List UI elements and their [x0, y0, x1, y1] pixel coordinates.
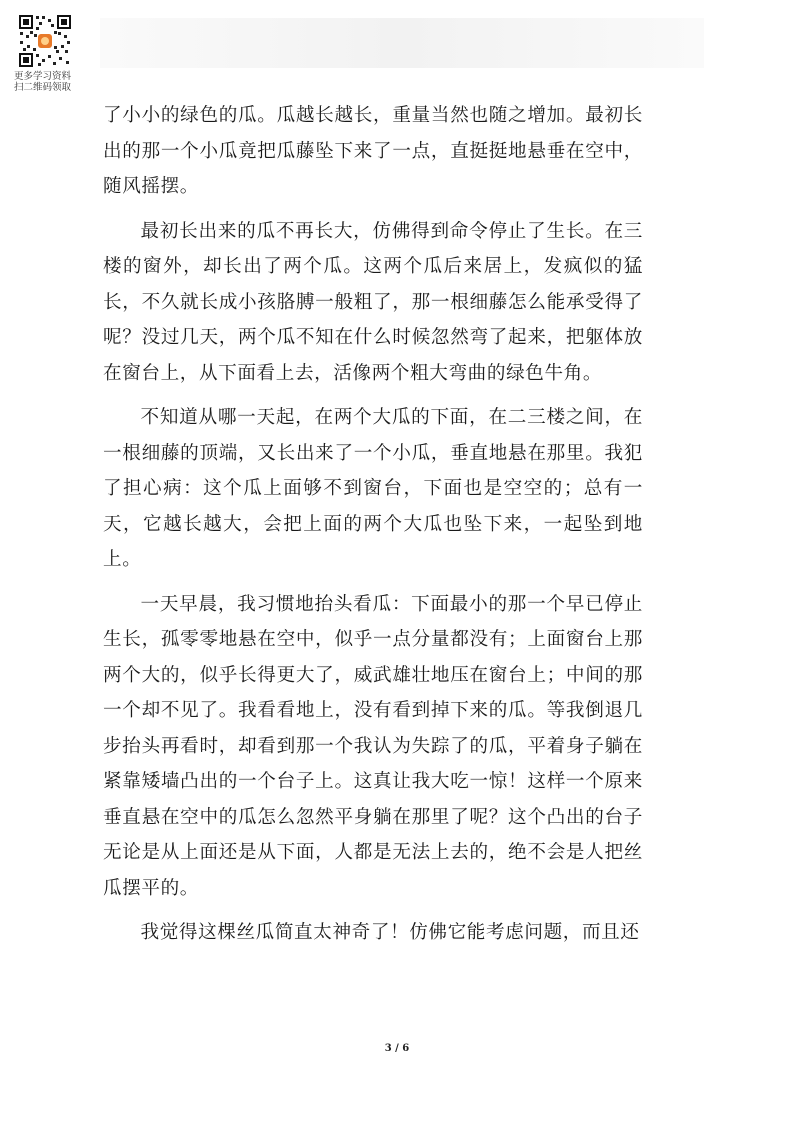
- header-band: [100, 18, 704, 68]
- qr-code-icon[interactable]: [18, 14, 72, 68]
- paragraph-4: 一天早晨，我习惯地抬头看瓜：下面最小的那一个早已停止生长，孤零零地悬在空中，似乎一点分量都没有；上面窗台上那两个大的，似乎长得更大了，威武雄壮地压在窗台上；中间的那一个却不见了。我看看地上，没有看到掉下来的瓜。等我倒退几步抬头再看时，却看到那一个我认为失踪了的瓜，平着身子躺在紧靠矮墙凸出的一个台子上。这真让我大吃一惊！这样一个原来垂直悬在空中的瓜怎么忽然平身躺在那里了呢？这个凸出的台子无论是从上面还是从下面，人都是无法上去的，绝不会是人把丝瓜摆平的。: [103, 593, 643, 899]
- paragraph-5: 我觉得这棵丝瓜简直太神奇了！仿佛它能考虑问题，而且还: [140, 922, 640, 943]
- paragraph-2: 最初长出来的瓜不再长大，仿佛得到命令停止了生长。在三楼的窗外，却长出了两个瓜。这两个瓜后来居上，发疯似的猛长，不久就长成小孩胳膊一般粗了，那一根细藤怎么能承受得了呢？没过几天，两个瓜不知在什么时候忽然弯了起来，把躯体放在窗台上，从下面看上去，活像两个粗大弯曲的绿色牛角。: [103, 220, 643, 384]
- qr-caption-line1: 更多学习资料: [14, 71, 72, 82]
- paragraph-3: 不知道从哪一天起，在两个大瓜的下面，在二三楼之间，在一根细藤的顶端，又长出来了一个小瓜，垂直地悬在那里。我犯了担心病：这个瓜上面够不到窗台，下面也是空空的；总有一天，它越长越大，会把上面的两个大瓜也坠下来，一起坠到地上。: [103, 407, 643, 570]
- qr-caption-line2: 扫二维码领取: [14, 82, 72, 93]
- document-body: [103, 98, 700, 951]
- paragraph-1: 了小小的绿色的瓜。瓜越长越长，重量当然也随之增加。最初长出的那一个小瓜竟把瓜藤坠下来了一点，直挺挺地悬垂在空中，随风摇摆。: [103, 105, 643, 197]
- page-number: 3 / 6: [384, 1043, 410, 1054]
- qr-promo[interactable]: [14, 14, 84, 93]
